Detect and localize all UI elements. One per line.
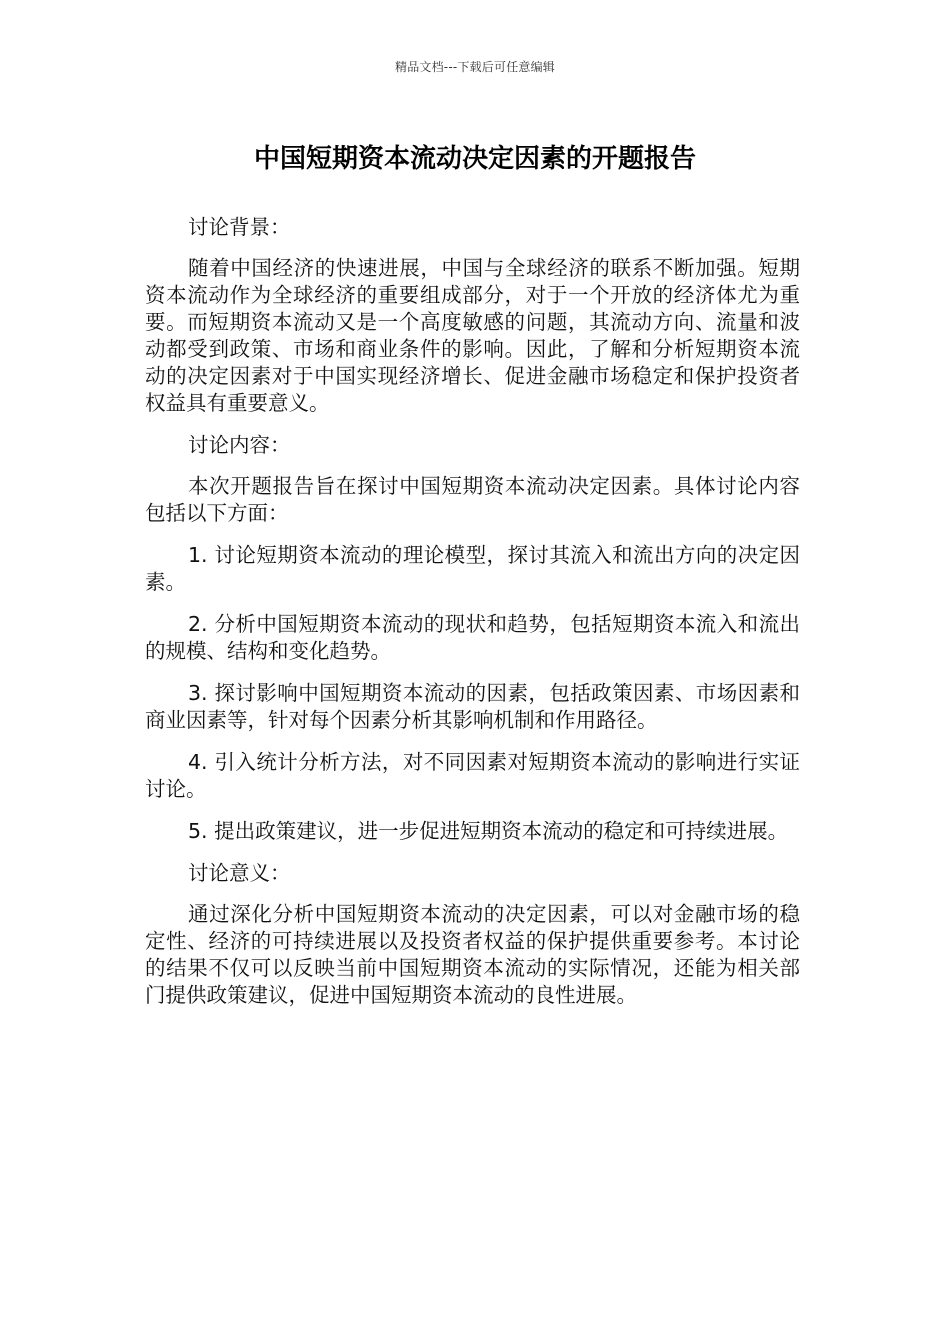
content-item-2: 2. 分析中国短期资本流动的现状和趋势，包括短期资本流入和流出的规模、结构和变化趋势。 <box>145 612 800 663</box>
background-heading: 讨论背景： <box>188 215 291 239</box>
content-item-4: 4. 引入统计分析方法，对不同因素对短期资本流动的影响进行实证讨论。 <box>145 750 800 801</box>
page-header: 精品文档---下载后可任意编辑 <box>395 60 555 74</box>
document-title: 中国短期资本流动决定因素的开题报告 <box>253 144 696 174</box>
content-heading: 讨论内容： <box>188 433 291 457</box>
significance-paragraph: 通过深化分析中国短期资本流动的决定因素，可以对金融市场的稳定性、经济的可持续进展以及投资者权益的保护提供重要参考。本讨论的结果不仅可以反映当前中国短期资本流动的实际情况，还能为相关部门提供政策建议，促进中国短期资本流动的良性进展。 <box>145 902 800 1007</box>
content-item-1: 1. 讨论短期资本流动的理论模型，探讨其流入和流出方向的决定因素。 <box>145 543 800 594</box>
content-item-5: 5. 提出政策建议，进一步促进短期资本流动的稳定和可持续进展。 <box>188 819 789 843</box>
background-paragraph: 随着中国经济的快速进展，中国与全球经济的联系不断加强。短期资本流动作为全球经济的重要组成部分，对于一个开放的经济体尤为重要。而短期资本流动又是一个高度敏感的问题，其流动方向、流量和波动都受到政策、市场和商业条件的影响。因此，了解和分析短期资本流动的决定因素对于中国实现经济增长、促进金融市场稳定和保护投资者权益具有重要意义。 <box>145 256 800 415</box>
content-item-3: 3. 探讨影响中国短期资本流动的因素，包括政策因素、市场因素和商业因素等，针对每个因素分析其影响机制和作用路径。 <box>145 681 800 732</box>
document-body <box>145 214 800 1024</box>
significance-heading: 讨论意义： <box>188 861 291 885</box>
content-intro-paragraph: 本次开题报告旨在探讨中国短期资本流动决定因素。具体讨论内容包括以下方面： <box>145 474 800 525</box>
